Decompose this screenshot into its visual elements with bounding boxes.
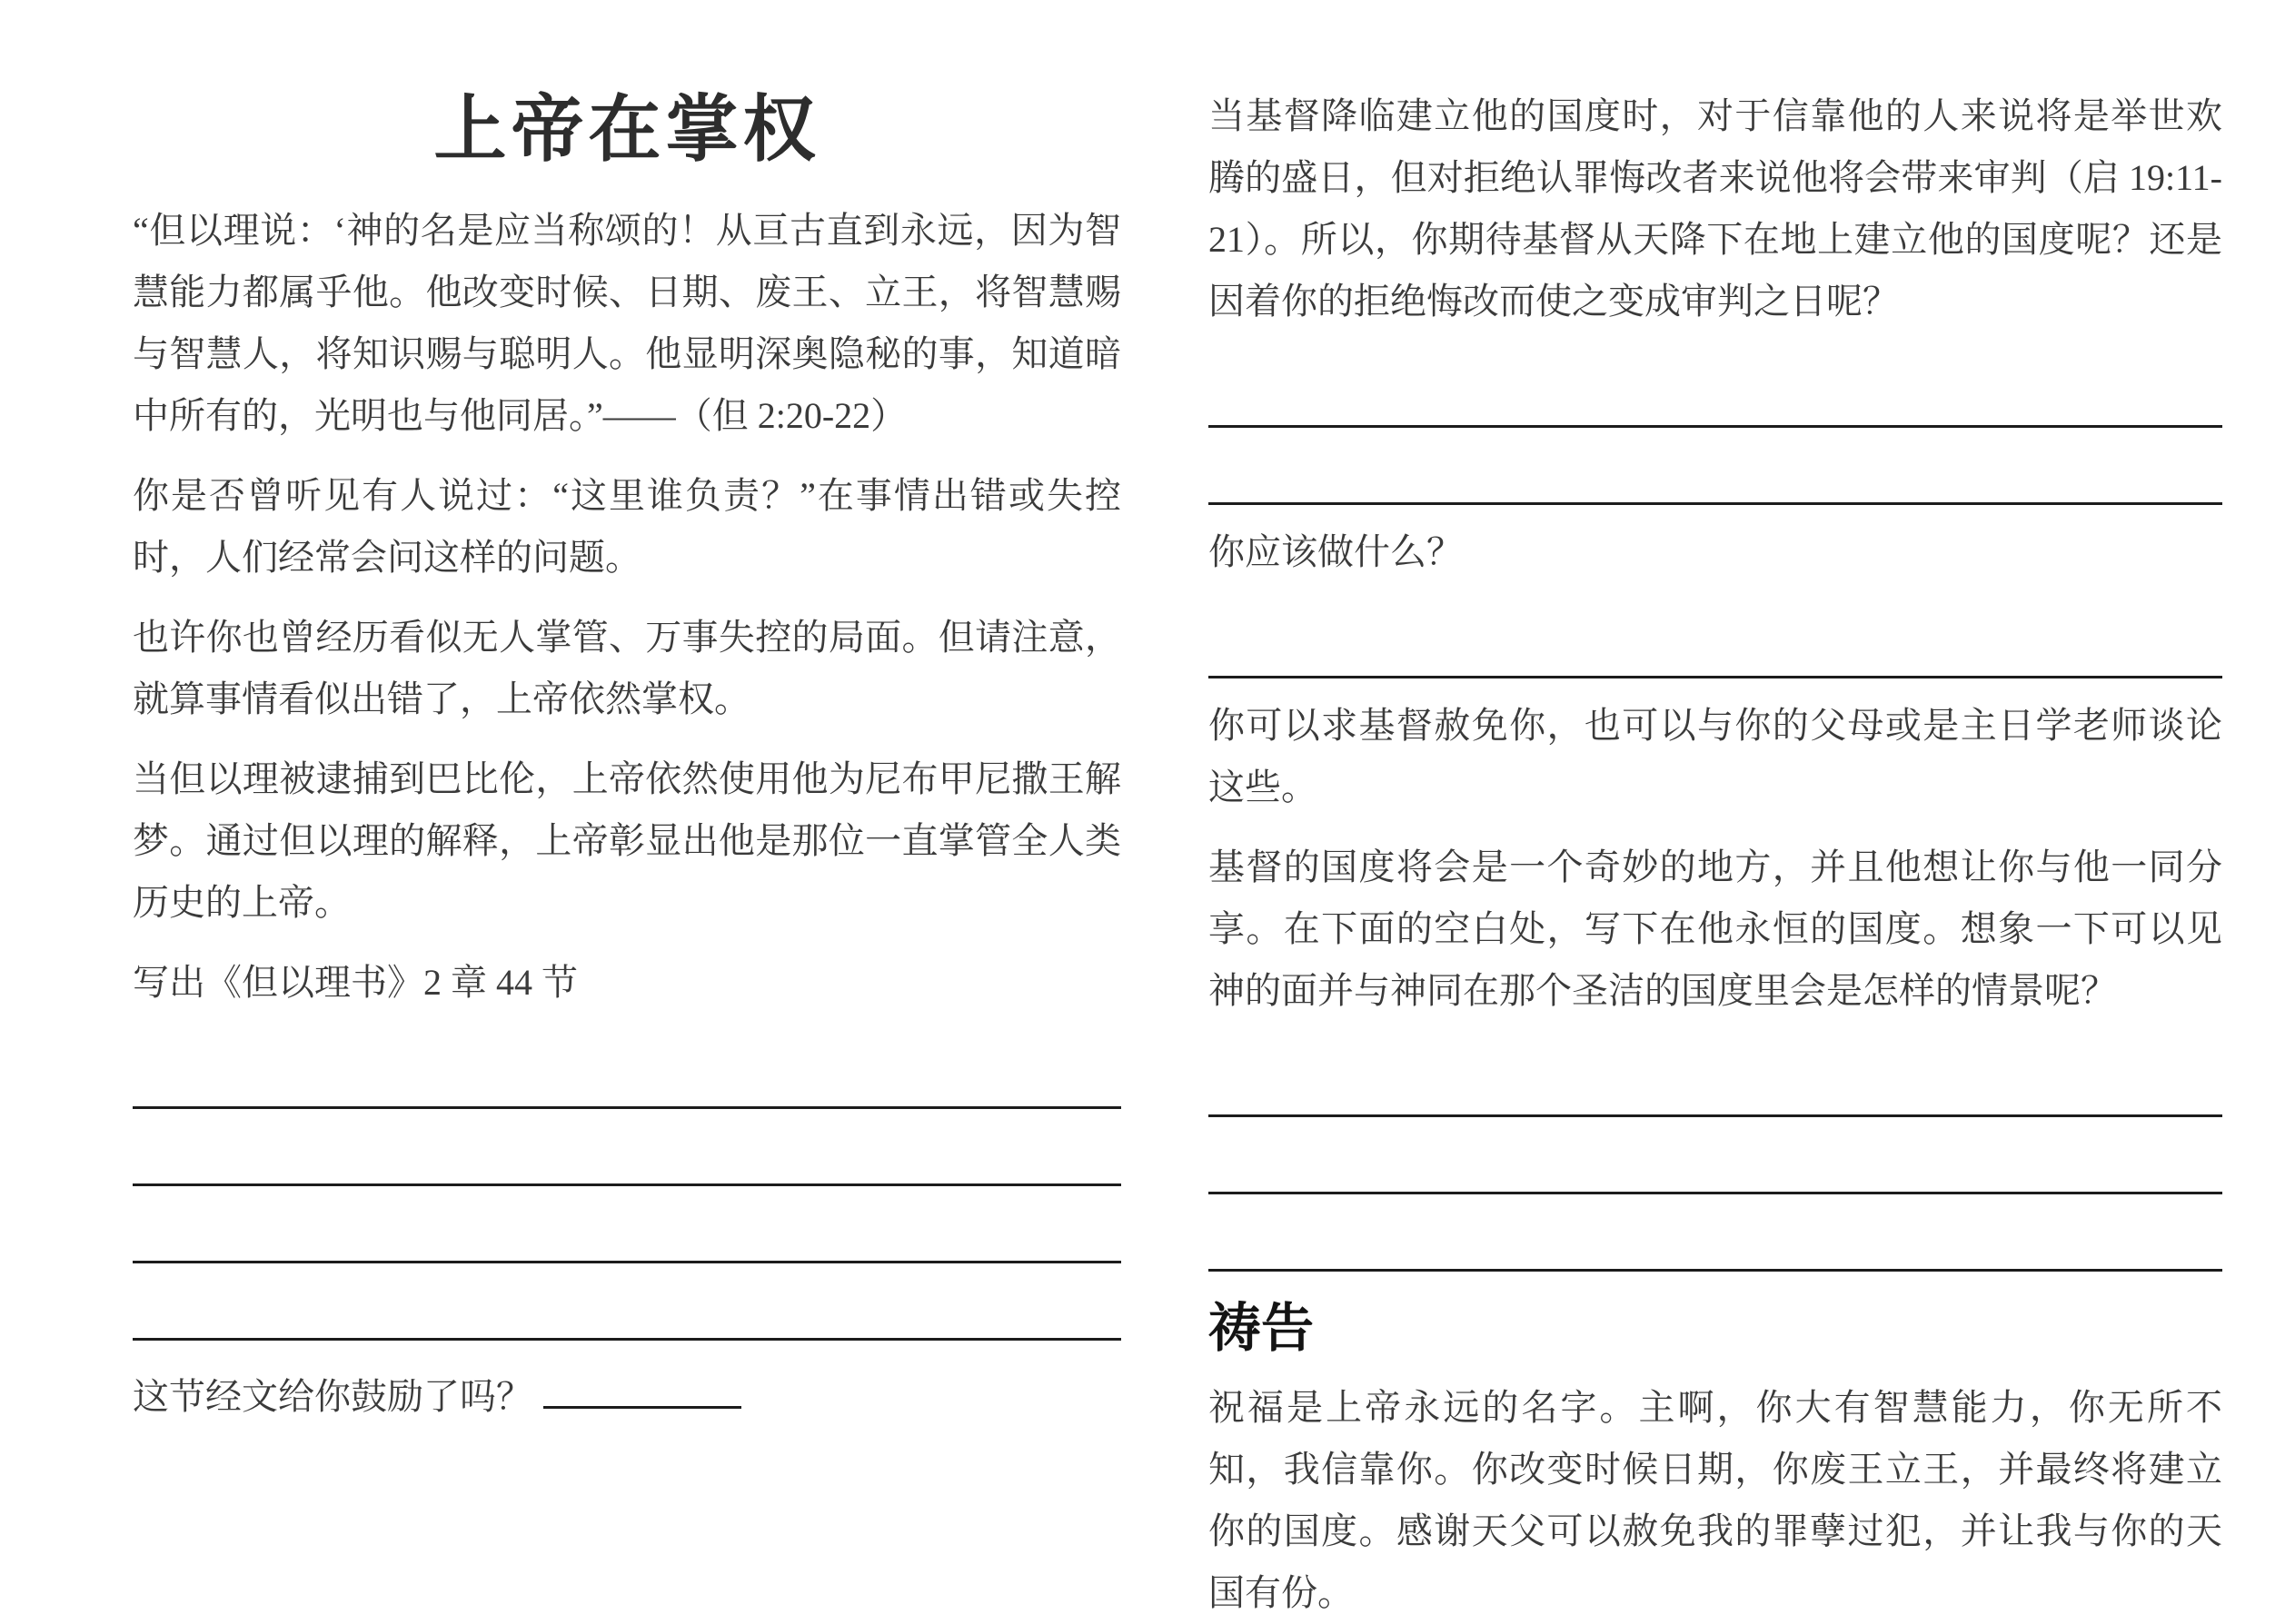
- paragraph-out-of-control: 也许你也曾经历看似无人掌管、万事失控的局面。但请注意，就算事情看似出错了，上帝依然掌权。: [133, 617, 1121, 719]
- paragraph-daniel-babylon: 当但以理被逮捕到巴比伦，上帝依然使用他为尼布甲尼撒王解梦。通过但以理的解释，上帝彰显出他是那位一直掌管全人类历史的上帝。: [133, 758, 1121, 923]
- left-column: [133, 85, 1121, 1428]
- prayer-paragraph: 祝福是上帝永远的名字。主啊，你大有智慧能力，你无所不知，我信靠你。你改变时候日期，你废王立王，并最终将建立你的国度。感谢天父可以赦免我的罪孽过犯，并让我与你的天国有份。: [1208, 1386, 2222, 1613]
- write-in-line: [1208, 428, 2222, 505]
- write-in-line: [1208, 1117, 2222, 1194]
- write-in-line: [133, 1263, 1121, 1341]
- write-in-line: [1208, 601, 2222, 678]
- write-in-line: [1208, 1194, 2222, 1272]
- write-verse-prompt: 写出《但以理书》2 章 44 节: [133, 962, 578, 1003]
- answer-lines-group-1: [1208, 351, 2222, 505]
- encouraged-question-label: 这节经文给你鼓励了吗？: [133, 1376, 532, 1417]
- write-in-line: [133, 1109, 1121, 1186]
- verse-answer-lines: [133, 1032, 1121, 1341]
- write-in-line: [1208, 1040, 2222, 1117]
- write-in-line: [1208, 351, 2222, 428]
- page-title: 上帝在掌权: [433, 86, 820, 172]
- scripture-quote-paragraph: “但以理说：‘神的名是应当称颂的！从亘古直到永远，因为智慧能力都属乎他。他改变时候、日期、废王、立王，将智慧赐与智慧人，将知识赐与聪明人。他显明深奥隐秘的事，知道暗中所有的，光明也与他同居。”——（但 2:20-22）: [133, 210, 1121, 436]
- what-should-you-do-question: 你应该做什么？: [1208, 531, 1463, 572]
- write-in-line: [133, 1032, 1121, 1109]
- write-in-line: [133, 1186, 1121, 1263]
- short-answer-blank: [543, 1366, 741, 1409]
- answer-lines-group-3: [1208, 1040, 2222, 1272]
- prayer-heading: 祷告: [1208, 1297, 1315, 1359]
- paragraph-ask-forgiveness: 你可以求基督赦免你，也可以与你的父母或是主日学老师谈论这些。: [1208, 705, 2222, 807]
- encouraged-question-line: [133, 1366, 1121, 1428]
- answer-lines-group-2: [1208, 601, 2222, 678]
- paragraph-kingdom-wonderful: 基督的国度将会是一个奇妙的地方，并且他想让你与他一同分享。在下面的空白处，写下在他永恒的国度。想象一下可以见神的面并与神同在那个圣洁的国度里会是怎样的情景呢？: [1208, 847, 2222, 1011]
- paragraph-who-is-in-charge: 你是否曾听见有人说过：“这里谁负责？”在事情出错或失控时，人们经常会问这样的问题。: [133, 475, 1121, 578]
- right-column: [1208, 85, 2222, 1624]
- paragraph-kingdom-judgment: 当基督降临建立他的国度时，对于信靠他的人来说将是举世欢腾的盛日，但对拒绝认罪悔改者来说他将会带来审判（启 19:11-21）。所以，你期待基督从天降下在地上建立他的国度呢？还是因着你的拒绝悔改而使之变成审判之日呢？: [1208, 95, 2222, 322]
